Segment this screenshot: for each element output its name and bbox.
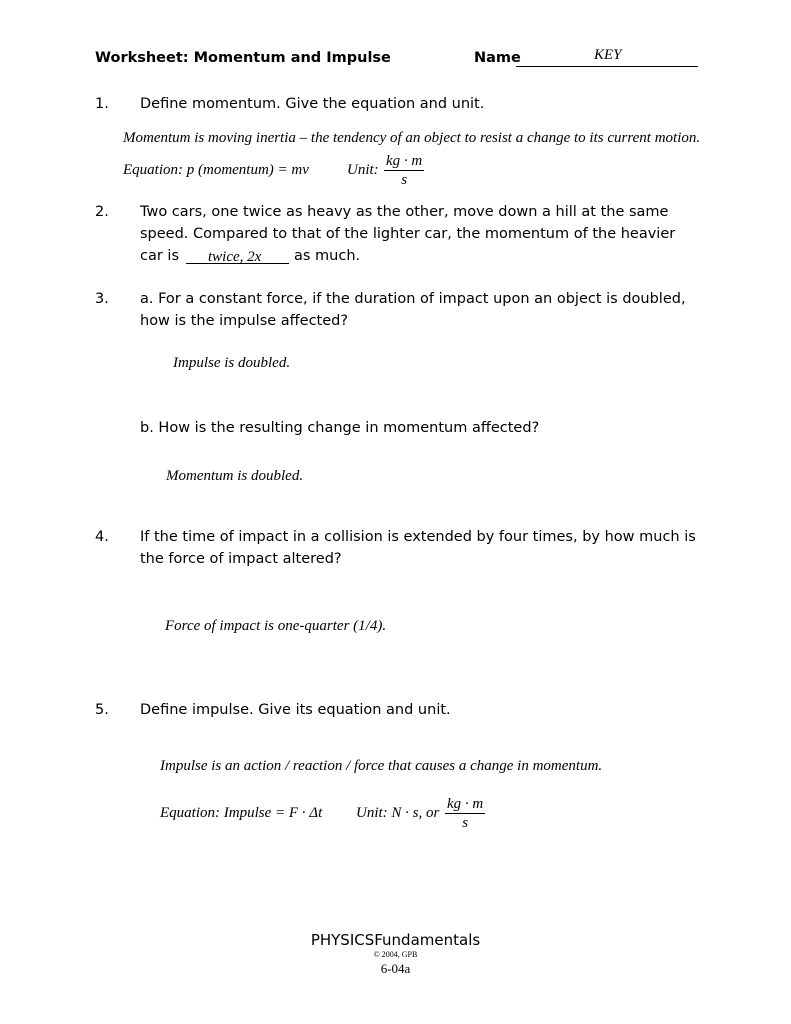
- answer-text: Momentum is doubled.: [166, 468, 304, 484]
- question-text: Define impulse. Give its equation and unit.: [140, 702, 451, 718]
- question-text: the force of impact altered?: [140, 551, 342, 567]
- footer-copyright: © 2004, GPB: [373, 950, 418, 959]
- question-text: how is the impulse affected?: [140, 313, 349, 329]
- answer-text: Force of impact is one-quarter (1/4).: [165, 618, 387, 634]
- footer-brand: PHYSICSFundamentals: [310, 931, 481, 949]
- name-value: KEY: [594, 47, 622, 63]
- question-text: b. How is the resulting change in momentum affected?: [140, 420, 540, 436]
- question-text: as much.: [294, 248, 361, 264]
- name-line: [516, 66, 698, 67]
- footer-page-number: 6-04a: [380, 961, 411, 976]
- answer-text: Impulse is doubled.: [173, 355, 291, 371]
- unit-label: Unit: N · s, or: [356, 805, 440, 821]
- answer-text: Momentum is moving inertia – the tendency of an object to resist a change to its current motion.: [123, 130, 701, 146]
- name-label: Name: [474, 50, 521, 66]
- unit-denominator: s: [462, 815, 469, 831]
- equation-text: Equation: Impulse = F · Δt: [160, 805, 323, 821]
- question-number: 3.: [95, 291, 109, 307]
- blank-answer: twice, 2x: [208, 249, 262, 265]
- question-text: speed. Compared to that of the lighter car, the momentum of the heavier: [140, 226, 676, 242]
- question-number: 2.: [95, 204, 109, 220]
- unit-label: Unit:: [347, 162, 379, 178]
- question-number: 5.: [95, 702, 109, 718]
- question-number: 4.: [95, 529, 109, 545]
- question-text: a. For a constant force, if the duration of impact upon an object is doubled,: [140, 291, 686, 307]
- unit-denominator: s: [401, 172, 408, 188]
- question-text: If the time of impact in a collision is extended by four times, by how much is: [140, 529, 696, 545]
- answer-text: Impulse is an action / reaction / force that causes a change in momentum.: [160, 758, 603, 774]
- unit-numerator: kg · m: [447, 796, 484, 812]
- question-text: Two cars, one twice as heavy as the other, move down a hill at the same: [140, 204, 669, 220]
- unit-fraction: [384, 153, 424, 190]
- equation-text: Equation: p (momentum) = mv: [123, 162, 309, 178]
- worksheet-title: Worksheet: Momentum and Impulse: [95, 50, 391, 66]
- question-number: 1.: [95, 96, 109, 112]
- question-text: car is: [140, 248, 180, 264]
- unit-numerator: kg · m: [386, 153, 423, 169]
- question-text: Define momentum. Give the equation and unit.: [140, 96, 485, 112]
- unit-fraction: [445, 796, 485, 833]
